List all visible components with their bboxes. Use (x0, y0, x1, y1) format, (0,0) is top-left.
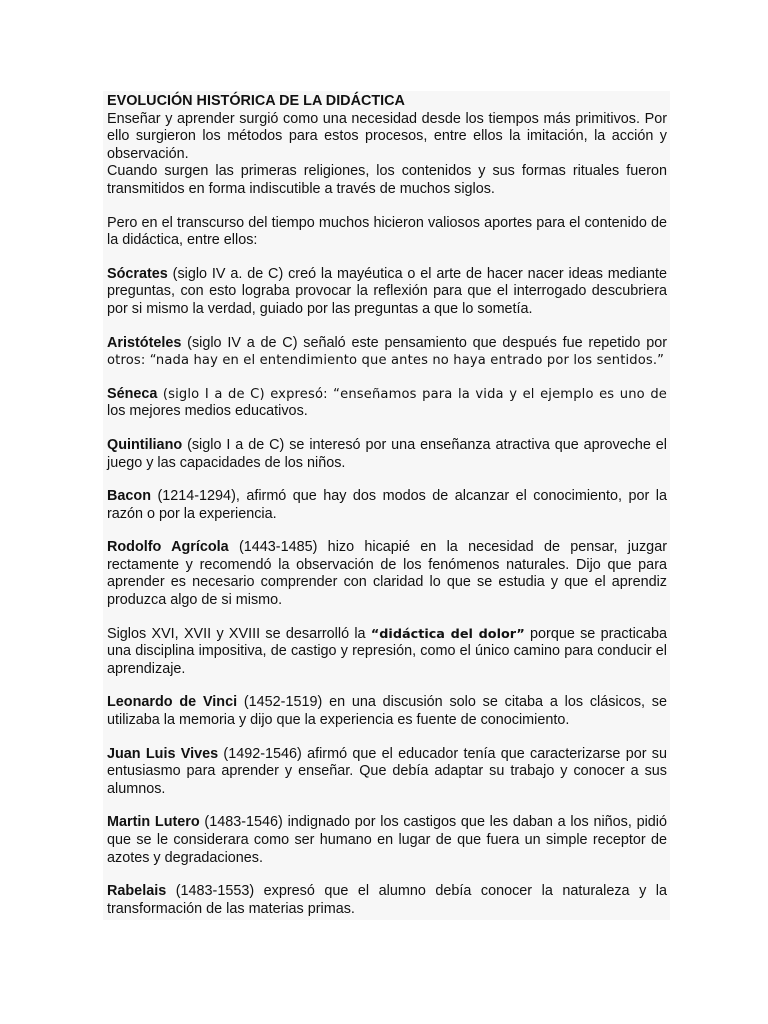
intro-paragraph-2: Cuando surgen las primeras religiones, los contenidos y sus formas rituales fueron transmitidos en forma indiscutible a través de muchos siglos. (107, 163, 667, 197)
entry-name: Juan Luis Vives (107, 745, 219, 762)
entry-leonardo-de-vinci (107, 694, 667, 729)
entry-bacon (107, 488, 667, 523)
entry-name: Leonardo de Vinci (107, 694, 238, 711)
entry-socrates (107, 266, 667, 319)
entry-quote: otros: “nada hay en el entendimiento que antes no haya entrado por los sentidos.” (107, 353, 665, 369)
entry-text: (1443-1485) hizo hicapié en la necesidad de pensar, juzgar rectamente y recomendó la observación de los fenómenos naturales. Dijo que para aprender es necesario comprender con claridad lo que se estudia y que el aprendiz produzca algo de si mismo. (107, 539, 667, 609)
intro-paragraph-3: Pero en el transcurso del tiempo muchos hicieron valiosos aportes para el contenido de la didáctica, entre ellos: (107, 214, 667, 249)
entry-name: Rodolfo Agrícola (107, 539, 229, 556)
entry-name: Sócrates (107, 265, 168, 282)
entry-name: Séneca (107, 385, 158, 402)
document-title: EVOLUCIÓN HISTÓRICA DE LA DIDÁCTICA (107, 93, 405, 109)
entry-text-continued: porque se practicaba una disciplina impositiva, de castigo y represión, como el único camino para conducir el aprendizaje. (107, 625, 667, 677)
intro-paragraph-1: Enseñar y aprender surgió como una necesidad desde los tiempos más primitivos. Por ello surgieron los métodos para estos procesos, entre ellos la imitación, la acción y observación. (107, 110, 667, 162)
entry-rabelais (107, 883, 667, 918)
entry-text: los mejores medios educativos. (107, 403, 308, 420)
entry-text: (siglo IV a. de C) creó la mayéutica o el arte de hacer nacer ideas mediante preguntas, con esto lograba provocar la reflexión para que el interrogado descubriera por si mismo la verdad, guiado por las preguntas a que lo sometía. (107, 265, 667, 317)
entry-didactica-del-dolor (107, 626, 667, 679)
entry-rodolfo-agricola (107, 539, 667, 609)
entry-text: (1452-1519) en una discusión solo se citaba a los clásicos, se utilizaba la memoria y dijo que la experiencia es fuente de conocimiento. (107, 694, 668, 729)
entry-seneca (107, 386, 667, 421)
entry-text: (siglo I a de C) se interesó por una enseñanza atractiva que aproveche el juego y las capacidades de los niños. (107, 436, 667, 471)
document-body (103, 91, 670, 920)
entry-aristoteles (107, 335, 667, 370)
entry-juan-luis-vives (107, 746, 667, 799)
entry-text: Siglos XVI, XVII y XVIII se desarrolló la (107, 625, 371, 642)
entry-text: (siglo IV a de C) señaló este pensamiento que después fue repetido por (181, 334, 667, 351)
entry-name: Martin Lutero (107, 814, 200, 831)
entry-name: Rabelais (107, 883, 167, 900)
entry-name: Aristóteles (107, 334, 182, 351)
entry-quintiliano (107, 437, 667, 472)
entry-text: (1483-1546) indignado por los castigos que les daban a los niños, pidió que se le considerara como ser humano en lugar de que fuera un simple receptor de azotes y degradaciones. (107, 814, 668, 866)
entry-name: Quintiliano (107, 436, 183, 453)
entry-quote: (siglo I a de C) expresó: “enseñamos para la vida y el ejemplo es uno de (157, 386, 667, 402)
entry-text: (1492-1546) afirmó que el educador tenía que caracterizarse por su entusiasmo para aprender y enseñar. Que debía adaptar su trabajo y conocer a sus alumnos. (107, 745, 667, 797)
entry-emphasis: “didáctica del dolor” (370, 626, 525, 642)
entry-text: (1214-1294), afirmó que hay dos modos de alcanzar el conocimiento, por la razón o por la experiencia. (107, 488, 667, 522)
entry-martin-lutero (107, 814, 667, 867)
entry-text: (1483-1553) expresó que el alumno debía conocer la naturaleza y la transformación de las materias primas. (107, 883, 667, 917)
entry-name: Bacon (107, 488, 151, 505)
